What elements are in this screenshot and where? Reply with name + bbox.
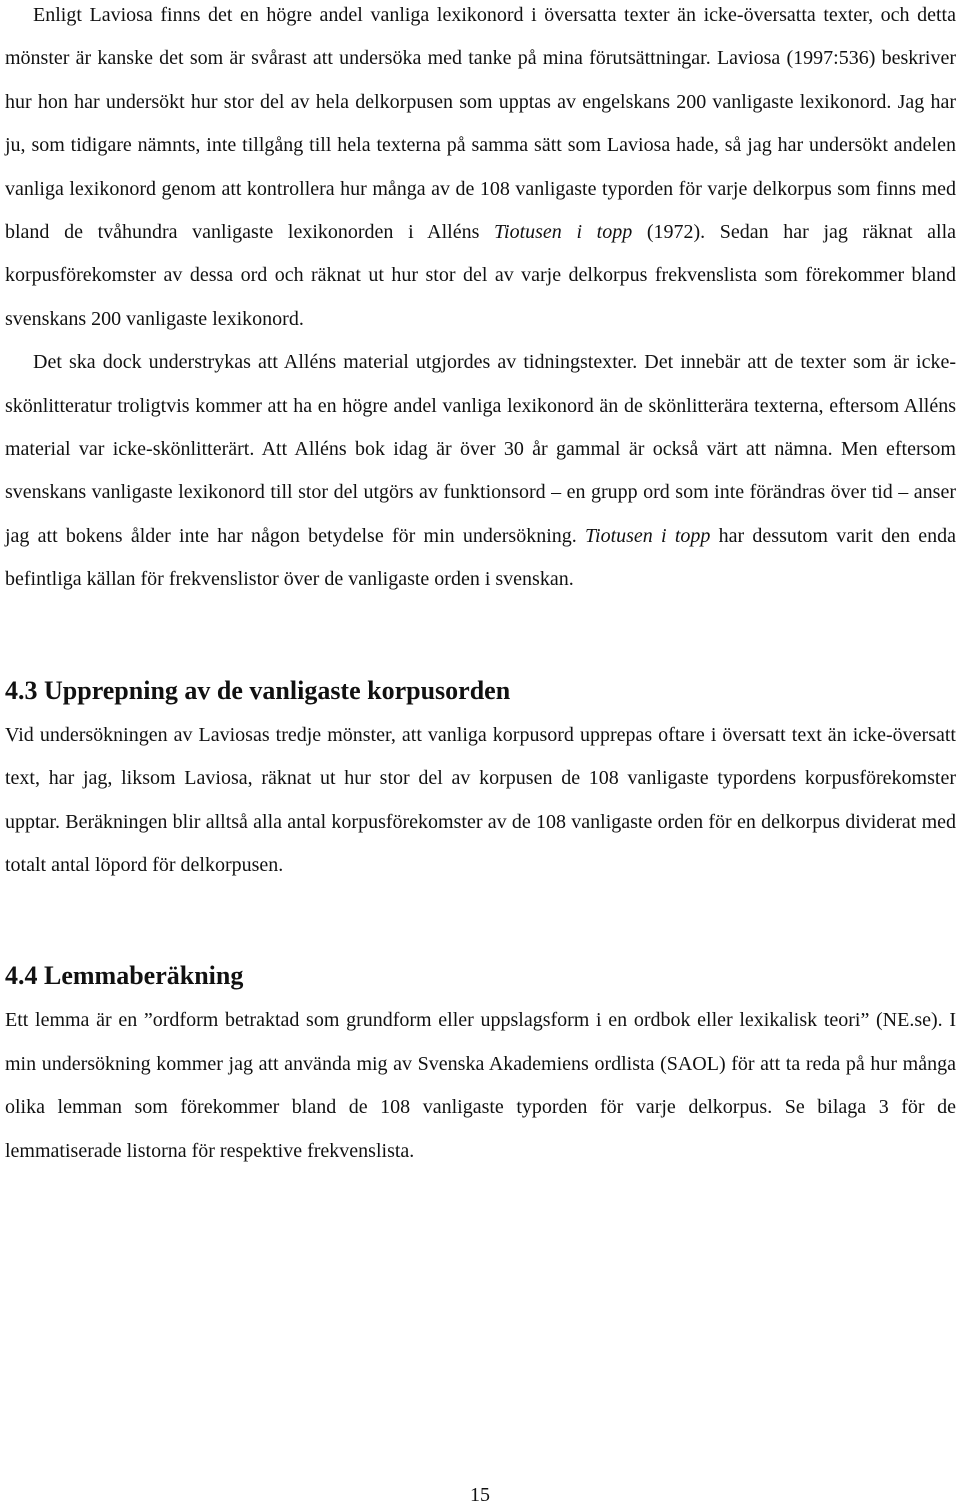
document-page [5, 0, 956, 1173]
page-number: 15 [470, 1484, 490, 1506]
paragraph-text: har dessutom varit den enda befintliga källan för frekvenslistor över de vanligaste orden i svenskan. [5, 524, 957, 591]
section-4-3 [5, 671, 956, 888]
paragraph-lemma: Ett lemma är en ”ordform betraktad som grundform eller uppslagsform i en ordbok eller lexikalisk teori” (NE.se). I min undersökning kommer jag att använda mig av Svenska Akademiens ordlista (SAOL) för att ta reda på hur många olika lemman som förekommer bland de 108 vanligaste typorden för varje delkorpus. Se bilaga 3 för de lemmatiserade listorna för respektive frekvenslista. [5, 1009, 956, 1162]
section-number: 4.4 [5, 961, 38, 991]
book-title-italic: Tiotusen i topp [585, 524, 711, 547]
paragraph-text: (1972). Sedan har jag räknat alla korpusförekomster av dessa ord och räknat ut hur stor del av varje delkorpus frekvenslista som förekommer bland svenskans 200 vanligaste lexikonord. [5, 221, 957, 330]
section-4-4 [5, 956, 956, 1173]
paragraph-text: Enligt Laviosa finns det en högre andel vanliga lexikonord i översatta texter än icke-översatta texter, och detta mönster är kanske det som är svårast att undersöka med tanke på mina förutsättningar. Laviosa (1997:536) beskriver hur hon har undersökt hur stor del av hela delkorpusen som upptas av engelskans 200 vanligaste lexikonord. Jag har ju, som tidigare nämnts, inte tillgång till hela texterna på samma sätt som Laviosa hade, så jag har undersökt andelen vanliga lexikonord genom att kontrollera hur många av de 108 vanligaste typorden för varje delkorpus som finns med bland de tvåhundra vanligaste lexikonorden i Alléns [5, 4, 956, 244]
book-title-italic: Tiotusen i topp [494, 221, 633, 244]
paragraph-text: Det ska dock understrykas att Alléns material utgjordes av tidningstexter. Det innebär att de texter som är icke-skönlitteratur troligtvis kommer att ha en högre andel vanliga lexikonord än de skönlitterära texterna, eftersom Alléns material var icke-skönlitterärt. Att Alléns bok idag är över 30 år gammal är också värt att nämna. Men eftersom svenskans vanligaste lexikonord till stor del utgörs av funktionsord – en grupp ord som inte förändras över tid – anser jag att bokens ålder inte har någon betydelse för min undersökning. [5, 351, 956, 547]
paragraph-lexikonord [5, 0, 956, 341]
section-heading [5, 671, 956, 711]
section-number: 4.3 [5, 675, 38, 705]
section-title: Lemmaberäkning [44, 961, 244, 991]
paragraph-upprepning: Vid undersökningen av Laviosas tredje mönster, att vanliga korpusord upprepas oftare i översatt text än icke-översatt text, har jag, liksom Laviosa, räknat ut hur stor del av korpusen de 108 vanligaste typordens korpusförekomster upptar. Beräkningen blir alltså alla antal korpusförekomster av de 108 vanligaste orden för en delkorpus dividerat med totalt antal löpord för delkorpusen. [5, 723, 956, 876]
section-title: Upprepning av de vanligaste korpusorden [44, 675, 511, 705]
section-heading [5, 956, 956, 996]
paragraph-allen-material [5, 341, 956, 601]
